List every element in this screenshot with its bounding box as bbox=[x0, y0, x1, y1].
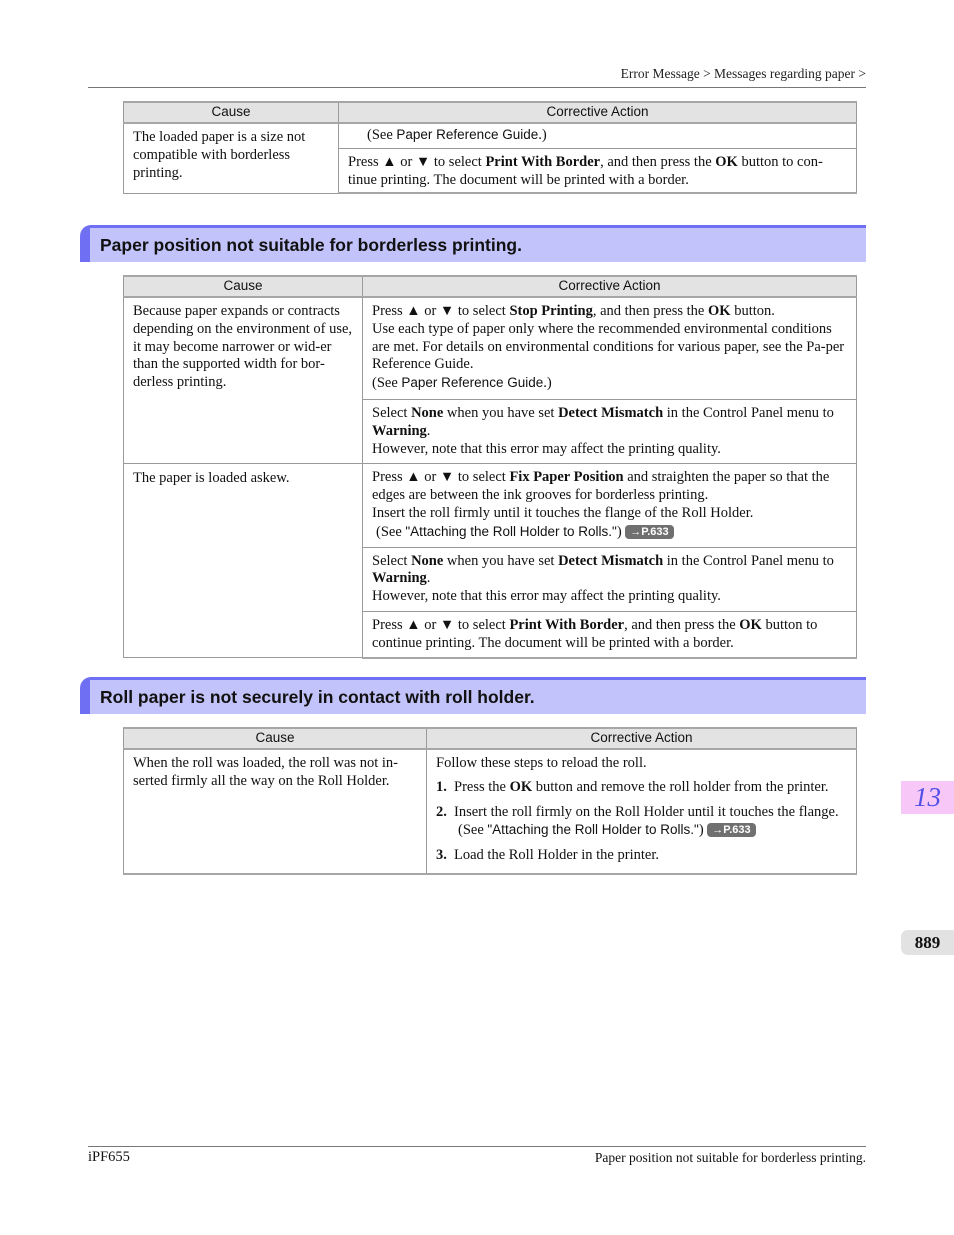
text: button. bbox=[730, 303, 775, 319]
text: Load the Roll Holder in the printer. bbox=[454, 847, 659, 864]
see-suffix: .) bbox=[538, 127, 547, 143]
action-cell bbox=[363, 611, 857, 657]
menu-term: Detect Mismatch bbox=[558, 552, 664, 569]
text: . bbox=[426, 422, 431, 439]
text: Press ▲ or ▼ to select bbox=[348, 153, 486, 170]
see-suffix: ) bbox=[698, 822, 704, 839]
text: Select bbox=[372, 404, 412, 421]
step-number: 3. bbox=[436, 847, 447, 864]
text: , and then press the bbox=[592, 303, 708, 319]
text: However, note that this error may affect the printing quality. bbox=[372, 440, 721, 457]
step-number: 1. bbox=[436, 778, 447, 795]
text: Insert the roll firmly until it touches the flange of the Roll Holder. bbox=[372, 504, 754, 521]
section-heading bbox=[80, 677, 866, 714]
menu-term: Print With Border bbox=[509, 616, 625, 633]
section-accent bbox=[80, 228, 90, 262]
page-link-button[interactable]: →P.633 bbox=[707, 823, 755, 837]
section-accent bbox=[80, 680, 90, 714]
setting-term: Warning bbox=[372, 422, 427, 439]
text: when you have set bbox=[443, 404, 559, 421]
table-row bbox=[124, 123, 857, 148]
column-header-action: Corrective Action bbox=[339, 102, 857, 123]
table-header-row bbox=[124, 102, 857, 123]
text: button to con-tinue printing. The document will be printed with a border. bbox=[348, 153, 823, 188]
setting-term: None bbox=[411, 404, 444, 421]
text: Press ▲ or ▼ to select bbox=[372, 616, 510, 633]
action-cell bbox=[339, 148, 857, 193]
table-row bbox=[124, 464, 857, 547]
see-suffix: .) bbox=[543, 375, 552, 392]
setting-term: None bbox=[411, 552, 444, 569]
chapter-tab[interactable]: 13 bbox=[901, 781, 954, 814]
column-header-cause: Cause bbox=[124, 728, 427, 749]
footer-section-title: Paper position not suitable for borderless printing. bbox=[594, 1150, 866, 1165]
intro-text: Follow these steps to reload the roll. bbox=[436, 755, 647, 771]
footer-rule bbox=[88, 1146, 866, 1147]
column-header-cause: Cause bbox=[124, 102, 339, 123]
button-term: OK bbox=[708, 303, 731, 319]
step-number: 2. bbox=[436, 803, 447, 820]
table-paper-size bbox=[123, 101, 857, 194]
attaching-roll-holder-ref[interactable]: "Attaching the Roll Holder to Rolls." bbox=[405, 523, 617, 539]
paper-reference-guide-ref[interactable]: Paper Reference Guide bbox=[401, 375, 544, 391]
text: . bbox=[426, 570, 431, 587]
text: Press the bbox=[454, 778, 510, 795]
action-cell bbox=[363, 547, 857, 611]
text: button and remove the roll holder from the printer. bbox=[532, 778, 829, 795]
text: and straighten the paper so that the edges are between the ink grooves for borderless printing. bbox=[372, 469, 830, 504]
see-text: (See bbox=[458, 822, 488, 839]
see-text: (See bbox=[367, 127, 397, 143]
breadcrumb: Error Message > Messages regarding paper > bbox=[620, 66, 866, 81]
text: Use each type of paper only where the recommended environmental conditions are met. For details on environmental conditions for various paper, see the Pa-per Reference Guide. bbox=[372, 320, 845, 373]
cause-cell: The paper is loaded askew. bbox=[124, 464, 363, 658]
table-roll-holder bbox=[123, 727, 857, 875]
menu-term: Stop Printing bbox=[509, 303, 593, 319]
text: Insert the roll firmly on the Roll Holder until it touches the flange. bbox=[454, 803, 839, 820]
action-cell bbox=[363, 464, 857, 547]
cause-cell: The loaded paper is a size not compatible with borderless printing. bbox=[124, 123, 339, 193]
page-number: 889 bbox=[901, 930, 954, 955]
table-row bbox=[124, 749, 857, 874]
action-cell bbox=[427, 749, 857, 874]
section-title: Paper position not suitable for borderless printing. bbox=[100, 235, 522, 255]
attaching-roll-holder-ref[interactable]: "Attaching the Roll Holder to Rolls." bbox=[487, 822, 699, 838]
button-term: OK bbox=[715, 153, 738, 170]
section-title: Roll paper is not securely in contact with roll holder. bbox=[100, 687, 535, 707]
column-header-cause: Cause bbox=[124, 276, 363, 297]
text: when you have set bbox=[443, 552, 559, 569]
see-text: (See bbox=[372, 375, 402, 392]
cause-cell: When the roll was loaded, the roll was not in-serted firmly all the way on the Roll Holder. bbox=[124, 749, 427, 874]
text: button to continue printing. The document will be printed with a border. bbox=[372, 616, 818, 651]
text: , and then press the bbox=[600, 153, 716, 170]
table-row bbox=[124, 297, 857, 399]
text: in the Control Panel menu to bbox=[663, 404, 834, 421]
see-text: (See bbox=[376, 523, 406, 540]
button-term: OK bbox=[739, 616, 762, 633]
button-term: OK bbox=[509, 778, 533, 795]
setting-term: Warning bbox=[372, 570, 427, 587]
action-cell bbox=[339, 123, 857, 148]
steps-list bbox=[436, 779, 847, 865]
section-heading bbox=[80, 225, 866, 262]
menu-term: Detect Mismatch bbox=[558, 404, 664, 421]
menu-term: Print With Border bbox=[485, 153, 601, 170]
table-header-row bbox=[124, 276, 857, 297]
menu-term: Fix Paper Position bbox=[509, 469, 624, 486]
action-cell bbox=[363, 399, 857, 463]
header-rule bbox=[88, 87, 866, 88]
column-header-action: Corrective Action bbox=[363, 276, 857, 297]
text: Press ▲ or ▼ to select bbox=[372, 303, 510, 319]
list-item bbox=[436, 779, 847, 797]
text: Select bbox=[372, 552, 412, 569]
paper-reference-guide-ref[interactable]: Paper Reference Guide bbox=[396, 127, 539, 142]
footer-model: iPF655 bbox=[88, 1149, 130, 1165]
text: , and then press the bbox=[624, 616, 740, 633]
text: Press ▲ or ▼ to select bbox=[372, 469, 510, 486]
table-borderless-position bbox=[123, 275, 857, 659]
see-suffix: ) bbox=[616, 523, 622, 540]
column-header-action: Corrective Action bbox=[427, 728, 857, 749]
cause-cell: Because paper expands or contracts depending on the environment of use, it may become narrower or wid-er than the supported width for bor-derless printing. bbox=[124, 297, 363, 464]
text: However, note that this error may affect the printing quality. bbox=[372, 588, 721, 605]
table-header-row bbox=[124, 728, 857, 749]
text: in the Control Panel menu to bbox=[663, 552, 834, 569]
list-item bbox=[436, 804, 847, 841]
action-cell bbox=[363, 297, 857, 399]
list-item bbox=[436, 847, 847, 865]
page-link-button[interactable]: →P.633 bbox=[625, 525, 673, 539]
